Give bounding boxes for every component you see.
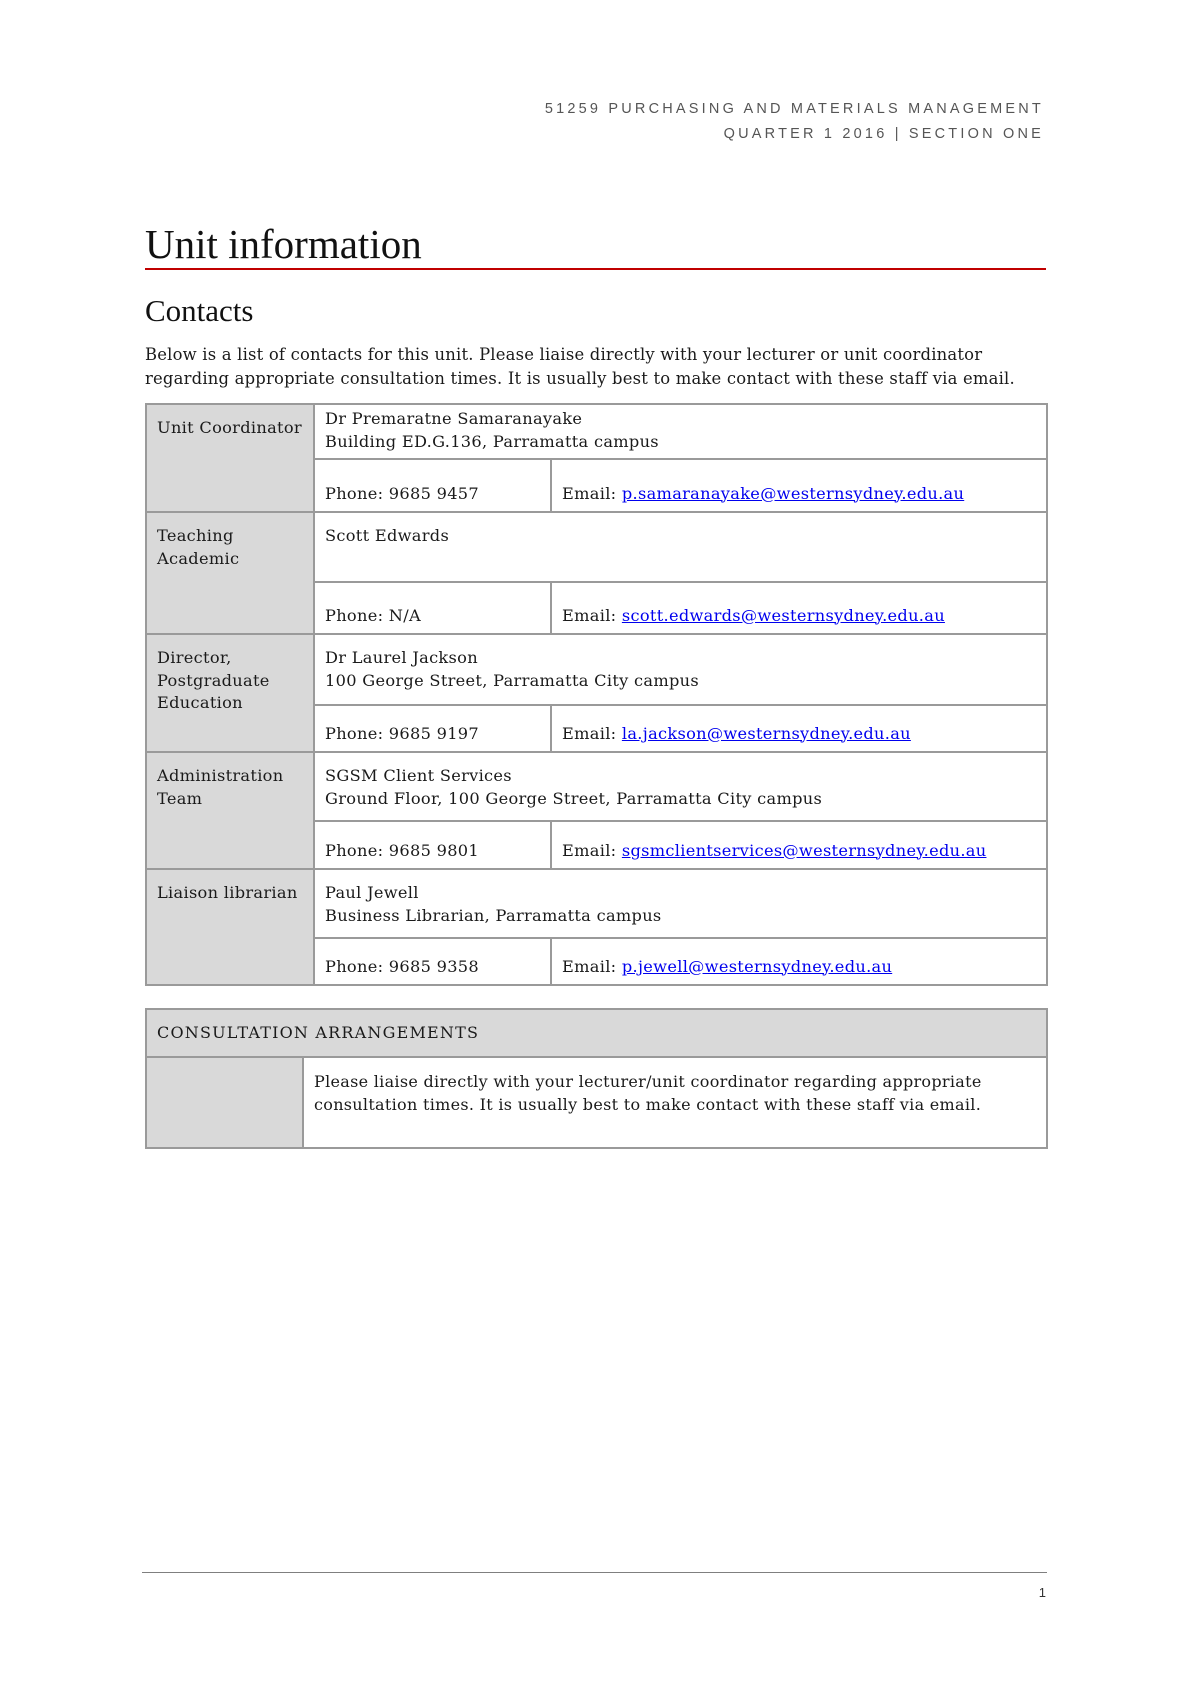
email-link[interactable]: scott.edwards@westernsydney.edu.au [621, 605, 945, 625]
email-label: Email: [562, 956, 622, 976]
consultation-text: Please liaise directly with your lecturer/unit coordinator regarding appropriate consultation times. It is usually best to make contact with these staff via email. [303, 1057, 1047, 1148]
page-number: 1 [1038, 1585, 1046, 1600]
email-link[interactable]: p.jewell@westernsydney.edu.au [621, 956, 893, 976]
contact-role: Liaison librarian [146, 869, 314, 985]
footer-rule [142, 1572, 1047, 1573]
email-label: Email: [562, 723, 622, 743]
contact-email-cell [551, 459, 1047, 512]
contact-email-cell [551, 582, 1047, 634]
email-link[interactable]: la.jackson@westernsydney.edu.au [621, 723, 911, 743]
contact-name: Paul Jewell [325, 883, 419, 902]
email-label: Email: [562, 483, 622, 503]
contact-phone: Phone: 9685 9457 [314, 459, 551, 512]
email-link[interactable]: p.samaranayake@westernsydney.edu.au [621, 483, 965, 503]
contact-row [146, 752, 1047, 821]
contact-role: Director, Postgraduate Education [146, 634, 314, 752]
header-section: QUARTER 1 2016 | SECTION ONE [723, 126, 1044, 142]
section-title: Contacts [145, 293, 254, 328]
contact-row [146, 404, 1047, 459]
contact-details [314, 634, 1047, 705]
contact-row [146, 634, 1047, 705]
header-unit-title: 51259 PURCHASING AND MATERIALS MANAGEMENT [544, 101, 1044, 117]
title-underline [145, 268, 1046, 270]
contact-name: SGSM Client Services [325, 766, 512, 785]
contact-email-cell [551, 705, 1047, 752]
contact-details [314, 752, 1047, 821]
contact-phone: Phone: 9685 9197 [314, 705, 551, 752]
contact-name: Dr Premaratne Samaranayake [325, 409, 583, 428]
contact-role: Teaching Academic [146, 512, 314, 634]
contact-details [314, 512, 1047, 582]
contact-location: 100 George Street, Parramatta City campus [325, 670, 699, 690]
consultation-table [145, 1008, 1048, 1149]
contact-details [314, 869, 1047, 938]
contact-email-cell [551, 938, 1047, 985]
contact-name: Scott Edwards [325, 526, 450, 545]
consultation-label-cell [146, 1057, 303, 1148]
contact-phone: Phone: 9685 9358 [314, 938, 551, 985]
contact-email-cell [551, 821, 1047, 869]
email-label: Email: [562, 840, 622, 860]
contacts-table [145, 403, 1048, 986]
page-title: Unit information [145, 221, 422, 267]
contact-location: Building ED.G.136, Parramatta campus [325, 431, 659, 451]
email-link[interactable]: sgsmclientservices@westernsydney.edu.au [621, 840, 987, 860]
contact-row [146, 512, 1047, 582]
contact-phone: Phone: 9685 9801 [314, 821, 551, 869]
contact-row [146, 869, 1047, 938]
consultation-heading: CONSULTATION ARRANGEMENTS [146, 1009, 1047, 1057]
email-label: Email: [562, 605, 622, 625]
contact-details [314, 404, 1047, 459]
intro-paragraph: Below is a list of contacts for this unit. Please liaise directly with your lecturer or unit coordinator regarding appropriate consultation times. It is usually best to make contact with these staff via email. [145, 345, 1015, 388]
contact-location: Ground Floor, 100 George Street, Parramatta City campus [325, 788, 823, 808]
contact-name: Dr Laurel Jackson [325, 648, 478, 667]
contact-role: Administration Team [146, 752, 314, 869]
contact-role: Unit Coordinator [146, 404, 314, 512]
contact-phone: Phone: N/A [314, 582, 551, 634]
contact-location: Business Librarian, Parramatta campus [325, 905, 662, 925]
